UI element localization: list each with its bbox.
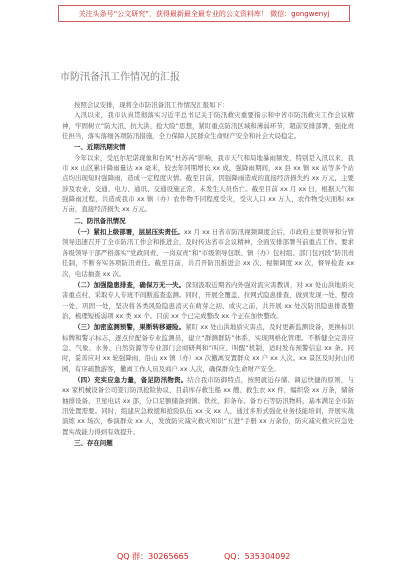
promo-banner [58, 5, 350, 22]
intro-paragraph: 入汛以来，我市认真贯彻落实习近平总书记关于防汛救灾重要指示和中省市防汛救灾工作会议精神，牢固树立“防大汛、抗大洪、抢大险”思想，紧盯重点防汛区域和薄弱环节，超前安排部署，强化责任担当，落实落细各项防汛措施，全力保障人民群众生命财产安全和社会大局稳定。 [62, 111, 354, 141]
section-heading-1: 一、近期汛期灾情 [74, 143, 126, 152]
item-2-text: 深刻汲取近期省内外强对流灾害教训，对 xx 处山洪地质灾害重点村、采取专人专班不间断巡查监测。同时，开展全覆盖、拉网式隐患排查，做到发现一处、整改一处、巩固一处，坚决将各类风险隐患消灭在萌芽之初、成灾之前，共开展 xx 处次防汛隐患排查整治，梳理短板弱项 xx 类 xx 个。目前 xx 个已完成整改 xx 个正在加快整改。 [62, 280, 354, 320]
section-2-item-2 [62, 280, 354, 321]
section-heading-2: 二、防汛备汛情况 [74, 216, 126, 225]
page-title: 市防汛备汛工作情况的汇报 [60, 72, 180, 83]
contact-footer [0, 549, 408, 565]
item-3-text: 紧盯 xx 处山洪地质灾害点，及时更新监测设备，更换标识标牌和警示标志，逐点位配备专业监测员，建立“群测群防”体系，实现网格化管理。不断健全完善应急、气象、水务、自然资源等专业部门会商研判和“叫应、叫醒”机制，适时发布预警信息 xx 条。同时，妥善应对 xx 轮强降雨，沿山 xx 镇（办）xx 次撤离安置群众 xx 户 xx 人次。xx 景区及时封山闭园，有序疏散游客，撤离工作人员及商户 xx 人次，确保群众生命财产安全。 [62, 323, 354, 373]
item-1-text: xx 月 xx 日省市防汛视频调度会后，市政府主要领导和分管领导迅速召开了全市防汛工作会和推进会，及时传达省市会议精神，全面安排部署当前重点工作。要求各级领导干部严格落实“党政同责、一岗双责”和“市级领导包联、镇（办）包村组、部门包河段”防汛责任制，不断夯实各项防汛责任。截至目前，共召开防汛推进会 xx 次、视频调度 xx 次，督导检查 xx 次，电话抽查 xx 次。 [62, 228, 354, 278]
item-4-lead: （四）充实应急力量，备足防汛物资。 [74, 375, 188, 384]
greeting-paragraph: 按照会议安排，现将全市防汛备汛工作情况汇报如下： [74, 101, 229, 109]
item-4-text: 结合我市防御特点，按照就近存储、调运快捷的原则，与 xx 家机械设备公司签订防汛抢险协议，目前库存救生船 xx 艘、救生衣 xx 件，编织袋 xx 万条，储备抽排设备、卫星电话 xx 部，分口足额储备到镇、铁丝、彩条布、备方石等防汛物料，基本满足全市防汛处置需要。同时，组建应急救援和抢险队伍 xx 支 xx 人，通过多形式强化业务技能培训，开展实战演练 xx 场次，参演群众 xx 人，发放防灾减灾救灾知识“五进”手册 xx 万余份，防灾减灾救灾应急处置实战能力得到有效提升。 [62, 375, 354, 436]
section-1-paragraph: 今年以来，受厄尔尼诺现象和台风“杜苏芮”影响，我市天气和局地暴雨频发，特别是入汛以来，我市 xx 山区累计降雨量达 xx 毫米，较去年同期增长 xx 成，强降雨期间，xx 县 xx 镇 xx 站等多个站点均出现短时强降雨，造成一定程度灾情。截至目前，因强降雨造成的直接经济损失约 xx 万元，主要涉及农业、交通、电力、通讯、交通设施正常，未发生人员伤亡。截至目前 xx 月 xx 日，根据天气和强降雨过程，共造成我市 xx 镇（办）农作物不同程度受灾，受灾人口 xx 万人，农作物受灾面积 xx 万亩，直接经济损失 xx 万元。 [62, 153, 354, 214]
section-2-item-3 [62, 322, 354, 374]
item-3-lead: （三）加密监测预警，果断转移避险。 [74, 323, 186, 332]
section-2-item-1 [62, 227, 354, 279]
section-heading-3: 三、存在问题 [74, 439, 113, 447]
qq-contact-text: QQ：535304092 [224, 552, 291, 561]
item-1-lead: （一）紧扣上级部署，层层压实责任。 [74, 228, 184, 237]
section-2-item-4 [62, 375, 354, 437]
item-2-lead: （二）加强隐患排查，确保万无一失。 [74, 280, 186, 289]
document-body [62, 100, 354, 448]
qq-group-text: QQ 群：30265665 [117, 552, 189, 561]
promo-banner-text: 关注头条号“公文研究”，获得最新最全最专业的公文资料库！ 微信：gongwenyj [78, 10, 330, 18]
